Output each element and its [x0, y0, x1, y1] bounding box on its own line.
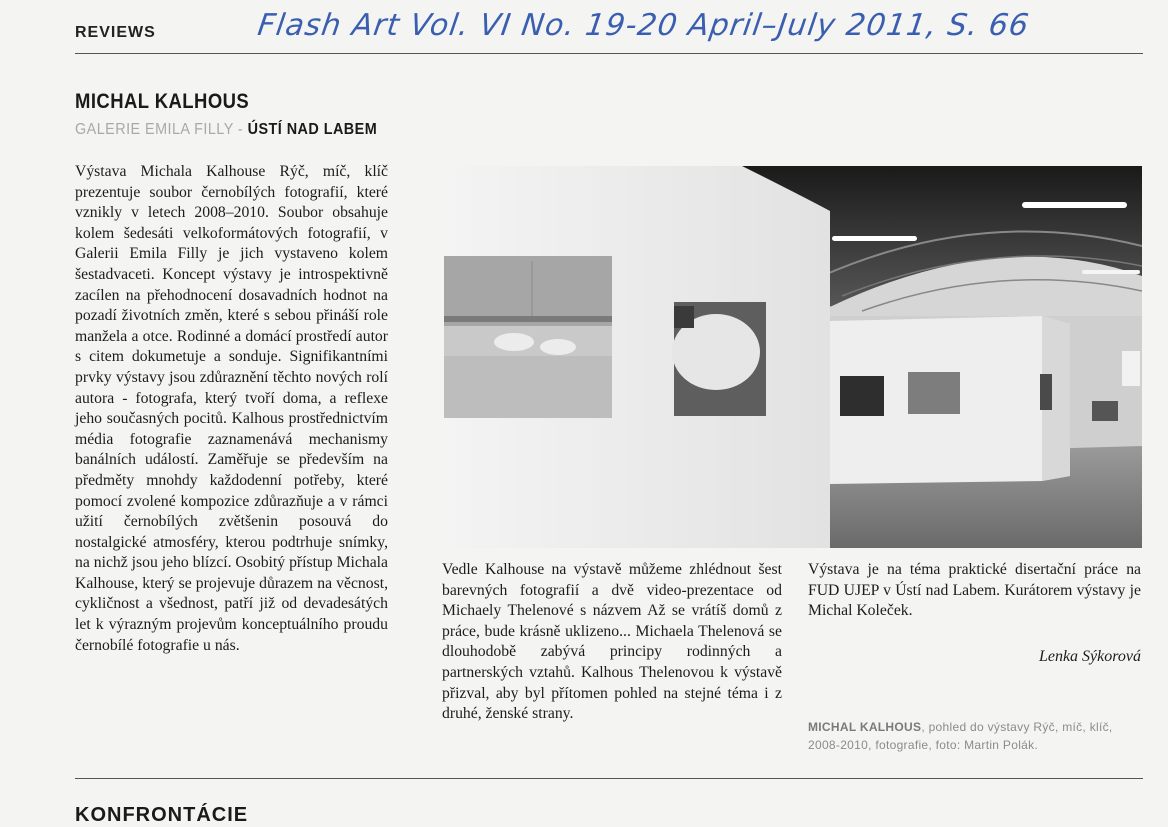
article-column-1: Výstava Michala Kalhouse Rýč, míč, klíč prezentuje soubor černobílých fotografií, které vznikly v letech 2008–2010. Soubor obsahuje kolem šedesáti velkoformátových fotografií, v Galerii Emila Filly je jich vystaveno kolem šestadvaceti. Koncept výstavy je introspektivně zacílen na přehodnocení dosavadních hodnot na pozadí životních změn, které s sebou přináší role manžela a otce. Rodinné a domácí prostředí autor s citem dokumetuje a sonduje. Signifikantními prvky výstavy jsou zdůraznění těchto nových rolí autora - fotografa, který tvoří doma, a reflexe jeho současných pocitů. Kalhous prostřednictvím média fotografie zaznamenává mechanismy banálních událostí. Zaměřuje se především na předměty mnohdy každodenní potřeby, které pomocí zvolené kompozice zdůrazňuje a v rámci užití černobílých zvětšenin posouvá do nostalgické atmosféry, kterou podtrhuje snímky, na nichž jsou jeho blízcí. Osobitý přístup Michala Kalhouse, který se projevuje důrazem na věcnost, cykličnost a všednost, patří již od devadesátých let k výrazným projevům konceptuálního proudu černobílé fotografie u nás. — [75, 163, 388, 654]
next-section-heading: KONFRONTÁCIE — [75, 804, 249, 826]
artist-name: MICHAL KALHOUS — [75, 90, 250, 113]
exhibition-photo — [442, 166, 1142, 548]
photo-caption — [808, 718, 1146, 754]
venue-line — [75, 121, 377, 139]
header-rule — [75, 53, 1143, 54]
article-column-2: Vedle Kalhouse na výstavě můžeme zhlédnout šest barevných fotografií a dvě video-prezentace od Michaely Thelenové s názvem Až se vrátíš domů z práce, bude krásně uklizeno... Michaela Thelenová se dlouhodobě zabývá principy rodinných a partnerských vztahů. Kalhous Thelenovou k výstavě přizval, aby byl přítomen pohled na stejné téma i z druhé, ženské strany. — [442, 561, 782, 723]
city-name: ÚSTÍ NAD LABEM — [247, 121, 378, 138]
section-label: REVIEWS — [75, 24, 156, 41]
handwritten-annotation: Flash Art Vol. VI No. 19-20 April–July 2011, S. 66 — [255, 8, 1032, 43]
footer-rule — [75, 778, 1143, 779]
caption-artist: MICHAL KALHOUS — [808, 720, 922, 734]
gallery-name: GALERIE EMILA FILLY - — [75, 121, 244, 138]
article-column-3: Výstava je na téma praktické disertační práce na FUD UJEP v Ústí nad Labem. Kurátorem výstavy je Michal Koleček. — [808, 561, 1141, 620]
caption-text: , pohled do výstavy Rýč, míč, klíč, 2008-2010, fotografie, foto: Martin Polák. — [808, 720, 1113, 752]
author-signature: Lenka Sýkorová — [1038, 648, 1141, 665]
